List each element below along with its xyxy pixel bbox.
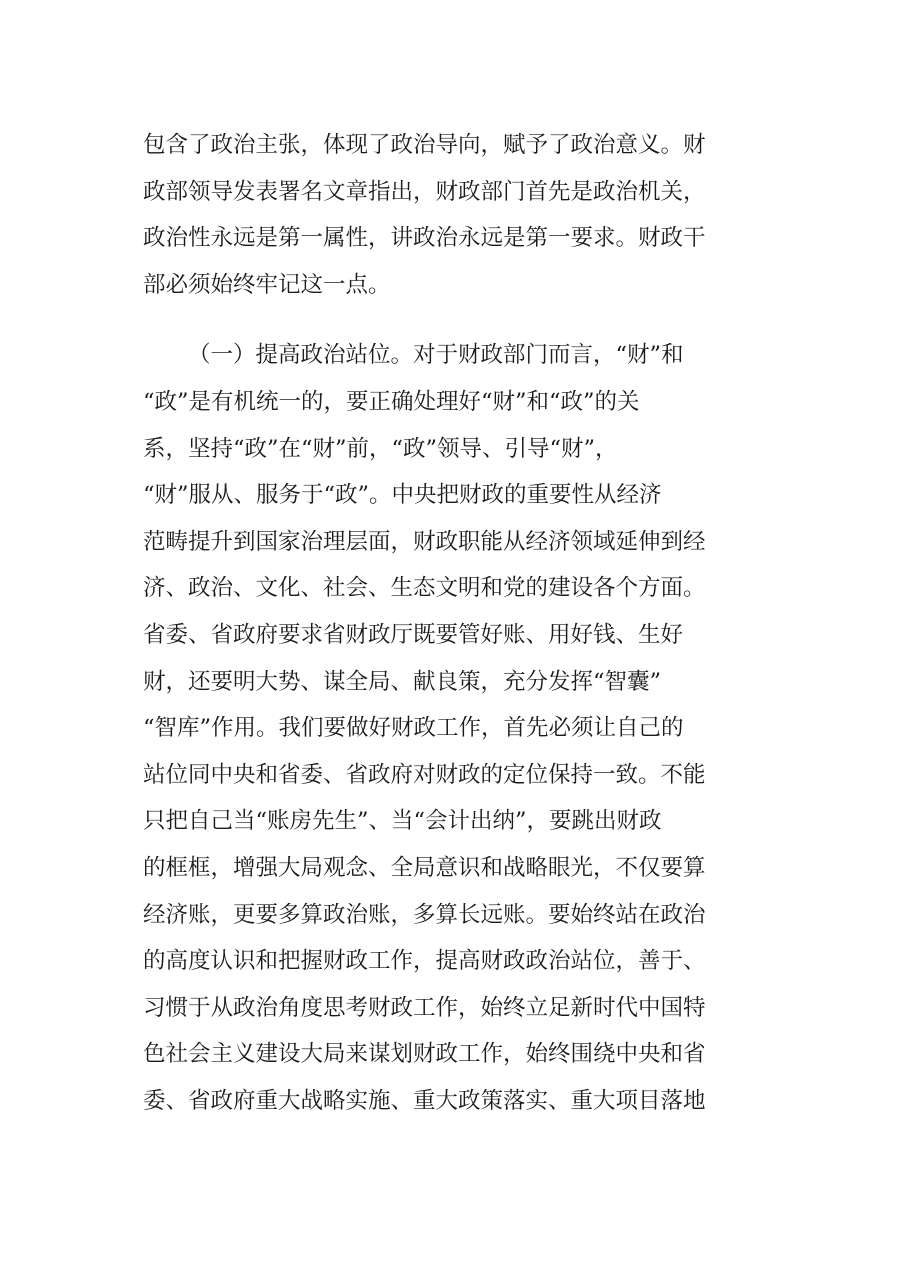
body-text [143, 122, 773, 1124]
text-line: “政”是有机统一的，要正确处理好“财”和“政”的关 [143, 388, 640, 415]
text-line: 经济账，更要多算政治账，多算长远账。要始终站在政治 [143, 901, 706, 928]
text-line: 习惯于从政治角度思考财政工作，始终立足新时代中国特 [143, 994, 706, 1021]
text-line: 委、省政府重大战略实施、重大政策落实、重大项目落地 [143, 1087, 706, 1114]
text-line: 的高度认识和把握财政工作，提高财政政治站位，善于、 [143, 948, 706, 975]
paragraph-1 [143, 122, 773, 308]
text-line: 站位同中央和省委、省政府对财政的定位保持一致。不能 [143, 761, 706, 788]
text-line: 济、政治、文化、社会、生态文明和党的建设各个方面。 [143, 575, 706, 602]
text-line: 包含了政治主张，体现了政治导向，赋予了政治意义。财 [143, 132, 706, 158]
text-line: 只把自己当“账房先生”、当“会计出纳”，要跳出财政 [143, 808, 662, 835]
text-line: “智库”作用。我们要做好财政工作，首先必须让自己的 [143, 715, 684, 742]
text-line: 政治性永远是第一属性，讲政治永远是第一要求。财政干 [143, 225, 706, 252]
text-line: 省委、省政府要求省财政厅既要管好账、用好钱、生好 [143, 621, 684, 648]
text-line: “财”服从、服务于“政”。中央把财政的重要性从经济 [143, 482, 662, 509]
paragraph-gap [143, 308, 773, 332]
text-line: 政部领导发表署名文章指出，财政部门首先是政治机关， [143, 178, 706, 205]
text-line: 系，坚持“政”在“财”前，“政”领导、引导“财”， [143, 435, 618, 462]
text-line: 范畴提升到国家治理层面，财政职能从经济领域延伸到经 [143, 528, 706, 555]
text-line: （一）提高政治站位。对于财政部门而言，“财”和 [188, 342, 684, 369]
text-line: 色社会主义建设大局来谋划财政工作，始终围绕中央和省 [143, 1041, 706, 1068]
text-line: 部必须始终牢记这一点。 [143, 271, 391, 298]
text-line: 的框框，增强大局观念、全局意识和战略眼光，不仅要算 [143, 854, 706, 881]
text-line: 财，还要明大势、谋全局、献良策，充分发挥“智囊” [143, 668, 662, 695]
paragraph-2 [143, 332, 773, 1124]
